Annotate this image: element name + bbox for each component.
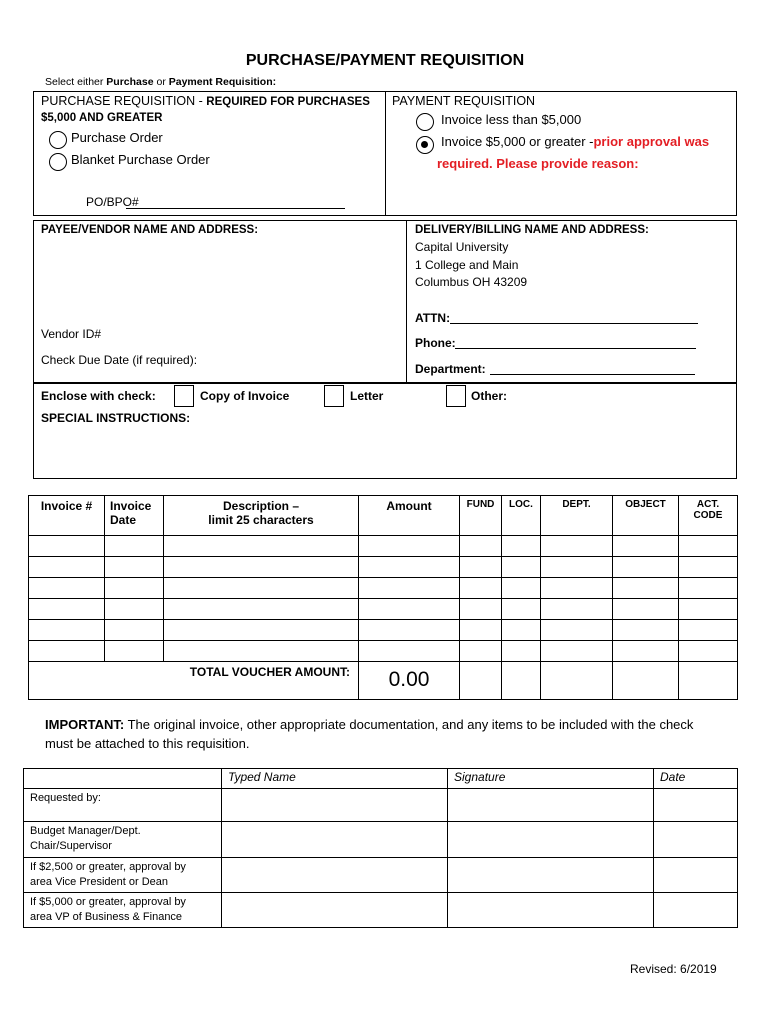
- important-label: IMPORTANT:: [45, 717, 125, 732]
- purchase-heading-text: PURCHASE REQUISITION -: [41, 94, 207, 108]
- signature-header: Signature: [448, 769, 654, 789]
- invoice-table: [28, 495, 738, 700]
- requisition-divider: [385, 91, 386, 216]
- date-cell[interactable]: [654, 822, 738, 858]
- select-instruction: [45, 76, 276, 88]
- invoice-number-header: Invoice #: [29, 496, 105, 536]
- approval-role: If $2,500 or greater, approval by area Vice President or Dean: [24, 858, 222, 893]
- purchase-heading: [41, 94, 370, 108]
- revised-date: Revised: 6/2019: [630, 962, 717, 976]
- total-label: TOTAL VOUCHER AMOUNT:: [189, 665, 350, 679]
- signature-cell[interactable]: [448, 893, 654, 928]
- check-due-label: Check Due Date (if required):: [41, 353, 198, 367]
- important-text: The original invoice, other appropriate documentation, and any items to be included with the check must be attached to this requisition.: [45, 717, 694, 751]
- invoice-row[interactable]: [29, 536, 738, 557]
- invoice-less-label: Invoice less than $5,000: [441, 112, 582, 127]
- purchase-order-label: Purchase Order: [71, 130, 163, 145]
- invoice-row[interactable]: [29, 599, 738, 620]
- invoice-row[interactable]: [29, 641, 738, 662]
- approval-header-row: [24, 769, 738, 789]
- special-instructions-label: SPECIAL INSTRUCTIONS:: [41, 411, 191, 425]
- payee-heading: PAYEE/VENDOR NAME AND ADDRESS:: [41, 224, 259, 236]
- payee-delivery-divider: [406, 220, 407, 383]
- amount-header: Amount: [359, 496, 460, 536]
- date-cell[interactable]: [654, 789, 738, 822]
- purchase-threshold: $5,000 AND GREATER: [41, 112, 163, 124]
- po-bpo-label: PO/BPO#: [86, 195, 139, 209]
- attn-field[interactable]: [450, 323, 698, 324]
- typed-name-cell[interactable]: [222, 822, 448, 858]
- vendor-id-label: Vendor ID#: [41, 327, 102, 341]
- other-label: Other:: [471, 389, 507, 403]
- delivery-line-2: 1 College and Main: [415, 258, 519, 272]
- select-or: or: [153, 76, 169, 88]
- phone-field[interactable]: [455, 348, 696, 349]
- payment-heading: PAYMENT REQUISITION: [392, 94, 536, 108]
- fund-header: FUND: [460, 496, 502, 536]
- approval-row: [24, 822, 738, 858]
- important-note: [45, 715, 725, 753]
- date-cell[interactable]: [654, 893, 738, 928]
- signature-cell[interactable]: [448, 822, 654, 858]
- purchase-heading-bold: REQUIRED FOR PURCHASES: [206, 96, 370, 108]
- invoice-less-radio[interactable]: [416, 113, 434, 131]
- letter-checkbox[interactable]: [324, 385, 344, 407]
- approval-role: Budget Manager/Dept. Chair/Supervisor: [24, 822, 222, 858]
- purchase-order-radio[interactable]: [49, 131, 67, 149]
- select-purchase: Purchase: [106, 76, 154, 88]
- approval-role: If $5,000 or greater, approval by area VP of Business & Finance: [24, 893, 222, 928]
- approval-row: [24, 789, 738, 822]
- total-amount: 0.00: [388, 668, 430, 691]
- department-field[interactable]: [490, 374, 695, 375]
- delivery-line-3: Columbus OH 43209: [415, 275, 528, 289]
- invoice-greater-label: Invoice $5,000 or greater -: [441, 134, 594, 149]
- act-code-header: ACT. CODE: [679, 496, 738, 536]
- prior-approval-warning: prior approval was: [593, 134, 710, 149]
- enclose-label: Enclose with check:: [41, 389, 156, 403]
- total-amount-cell[interactable]: [359, 662, 460, 700]
- invoice-row[interactable]: [29, 620, 738, 641]
- date-cell[interactable]: [654, 858, 738, 893]
- copy-invoice-checkbox[interactable]: [174, 385, 194, 407]
- approval-role: Requested by:: [24, 789, 222, 822]
- date-header: Date: [654, 769, 738, 789]
- attn-label: ATTN:: [415, 311, 451, 325]
- typed-name-cell[interactable]: [222, 858, 448, 893]
- invoice-date-header: Invoice Date: [105, 496, 164, 536]
- selected-dot-icon: [421, 141, 428, 148]
- signature-cell[interactable]: [448, 858, 654, 893]
- invoice-header-row: [29, 496, 738, 536]
- loc-header: LOC.: [502, 496, 541, 536]
- total-row: [29, 662, 738, 700]
- provide-reason-warning: required. Please provide reason:: [437, 156, 639, 171]
- invoice-greater-line: [441, 134, 709, 149]
- typed-name-cell[interactable]: [222, 789, 448, 822]
- copy-invoice-label: Copy of Invoice: [200, 389, 290, 403]
- approval-table: [23, 768, 738, 928]
- invoice-row[interactable]: [29, 578, 738, 599]
- approval-row: [24, 858, 738, 893]
- blanket-po-label: Blanket Purchase Order: [71, 152, 210, 167]
- description-header: Description – limit 25 characters: [164, 496, 359, 536]
- approval-row: [24, 893, 738, 928]
- dept-header: DEPT.: [541, 496, 613, 536]
- typed-name-cell[interactable]: [222, 893, 448, 928]
- invoice-greater-radio[interactable]: [416, 136, 434, 154]
- po-bpo-field[interactable]: [126, 208, 345, 209]
- select-payment: Payment Requisition:: [168, 76, 277, 88]
- other-checkbox[interactable]: [446, 385, 466, 407]
- invoice-row[interactable]: [29, 557, 738, 578]
- total-label-cell: [29, 662, 359, 700]
- blanket-po-radio[interactable]: [49, 153, 67, 171]
- typed-name-header: Typed Name: [222, 769, 448, 789]
- object-header: OBJECT: [613, 496, 679, 536]
- delivery-heading: DELIVERY/BILLING NAME AND ADDRESS:: [415, 224, 649, 236]
- delivery-line-1: Capital University: [415, 240, 509, 254]
- phone-label: Phone:: [415, 336, 456, 350]
- letter-label: Letter: [350, 389, 384, 403]
- select-prefix: Select either: [45, 76, 107, 88]
- form-title: PURCHASE/PAYMENT REQUISITION: [245, 52, 525, 69]
- department-label: Department:: [415, 362, 486, 376]
- signature-cell[interactable]: [448, 789, 654, 822]
